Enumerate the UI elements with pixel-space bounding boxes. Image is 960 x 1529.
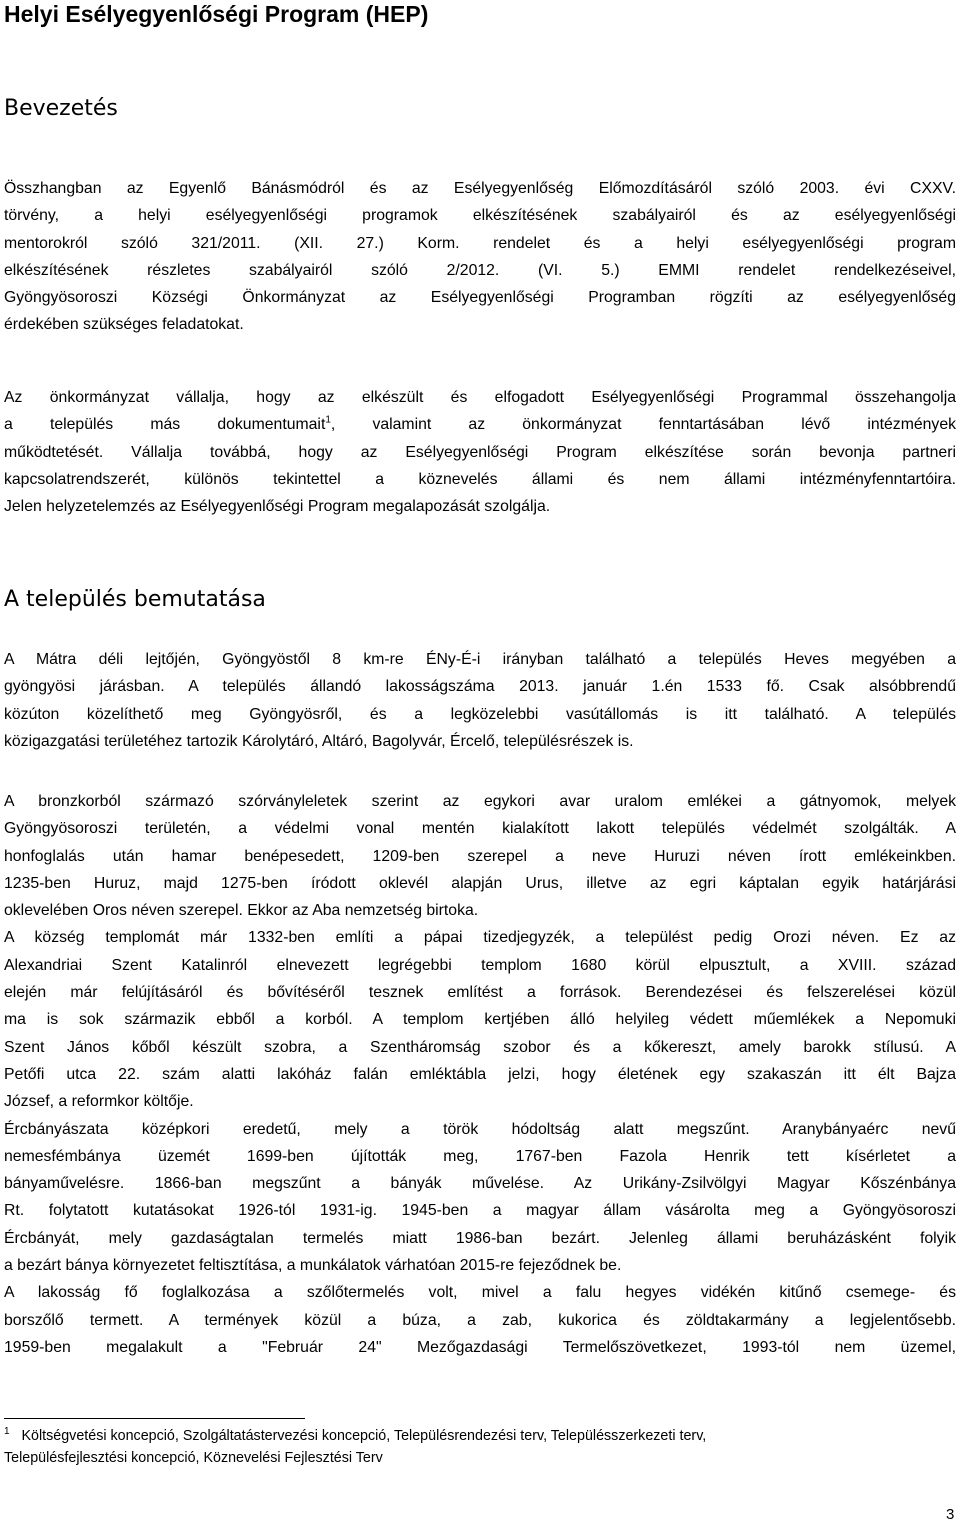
text-line: közigazgatási területéhez tartozik Károlytáró, Altáró, Bagolyvár, Ércelő, településrészek is. [4, 732, 634, 750]
text-line: ma is sok származik ebből a korból. A templom kertjében álló helyileg védett műemlékek a Nepomuki [4, 1011, 956, 1029]
settlement-paragraph-2 [4, 788, 956, 1361]
footnote-separator [4, 1418, 305, 1419]
footnote-text: Költségvetési koncepció, Szolgáltatástervezési koncepció, Településrendezési terv, Településszerkezeti terv, [21, 1428, 707, 1444]
text-line: mentorokról szóló 321/2011. (XII. 27.) Korm. rendelet és a helyi esélyegyenlőségi program [4, 234, 956, 252]
text-line-with-footnote [4, 411, 956, 438]
page-title: Helyi Esélyegyenlőségi Program (HEP) [4, 1, 429, 27]
text-line: Az önkormányzat vállalja, hogy az elkészült és elfogadott Esélyegyenlőségi Programmal összehangolja [4, 389, 956, 406]
text-line: Jelen helyzetelemzés az Esélyegyenlőségi Program megalapozását szolgálja. [4, 498, 551, 516]
text-segment: , valamint az önkormányzat fenntartásában lévő intézmények [330, 416, 956, 434]
intro-paragraph-2 [4, 384, 956, 520]
text-line: honfoglalás után hamar benépesedett, 1209-ben szerepel a neve Huruzi néven írott emlékeinkben. [4, 847, 956, 865]
footnote-line [4, 1425, 956, 1447]
text-line: működtetését. Vállalja továbbá, hogy az Esélyegyenlőségi Program elkészítése során bevonja partneri [4, 443, 956, 461]
text-line: Petőfi utca 22. szám alatti lakóház falán emléktábla jelzi, hogy életének egy szakaszán itt élt Bajza [4, 1065, 956, 1083]
text-line: bányaművelésre. 1866-ban megszűnt a bányák művelése. Az Urikány-Zsilvölgyi Magyar Kőszénbánya [4, 1175, 956, 1193]
text-line: 1959-ben megalakult a "Február 24" Mezőgazdasági Termelőszövetkezet, 1993-tól nem üzemel, [4, 1338, 956, 1356]
text-line: kapcsolatrendszerét, különös tekintettel a köznevelés állami és nem állami intézményfenntartóira. [4, 470, 956, 488]
page-number: 3 [946, 1506, 955, 1523]
text-line: Gyöngyösoroszi Községi Önkormányzat az Esélyegyenlőségi Programban rögzíti az esélyegyenlőség [4, 289, 956, 307]
text-line: Gyöngyösoroszi területén, a védelmi vonal mentén kialakított lakott település védelmét szolgálták. A [4, 820, 956, 838]
text-line: elkészítésének részletes szabályairól szóló 2/2012. (VI. 5.) EMMI rendelet rendelkezéseivel, [4, 261, 956, 279]
text-line: A lakosság fő foglalkozása a szőlőtermelés volt, mivel a falu hegyes vidékén kitűnő csemege- és [4, 1284, 956, 1302]
text-line: A Mátra déli lejtőjén, Gyöngyöstől 8 km-re ÉNy-É-i irányban található a település Heves megyében a [4, 651, 956, 668]
text-line: oklevelében Oros néven szerepel. Ekkor az Aba nemzetség birtoka. [4, 902, 479, 920]
text-line: A bronzkorból származó szórványleletek szerint az egykori avar uralom emlékei a gátnyomok, melyek [4, 793, 956, 810]
text-line: közúton közelíthető meg Gyöngyösről, és a legközelebbi vasútállomás is itt található. A település [4, 705, 956, 723]
text-line: nemesfémbánya üzemét 1699-ben újították meg, 1767-ben Fazola Henrik tett kísérletet a [4, 1147, 956, 1165]
settlement-paragraph-1 [4, 646, 956, 755]
footnote-reference: 1 [325, 415, 331, 427]
section-heading-bevezetes: Bevezetés [4, 96, 118, 121]
text-line: a bezárt bánya környezetet feltisztítása, a munkálatok várhatóan 2015-re fejeződnek be. [4, 1257, 622, 1275]
text-line: borszőlő termett. A termények közül a búza, a zab, kukorica és zöldtakarmány a legjelentősebb. [4, 1311, 956, 1329]
text-line: Alexandriai Szent Katalinról elnevezett legrégebbi templom 1680 körül elpusztult, a XVIII. század [4, 956, 956, 974]
text-line: 1235-ben Huruz, majd 1275-ben íródott oklevél alapján Urus, illetve az egri káptalan egyik határjárási [4, 874, 956, 892]
intro-paragraph-1 [4, 175, 956, 339]
text-line: Rt. folytatott kutatásokat 1926-tól 1931-ig. 1945-ben a magyar állam vásárolta meg a Gyöngyösoroszi [4, 1202, 956, 1220]
text-line: József, a reformkor költője. [4, 1093, 194, 1111]
text-line: Ércbányászata középkori eredetű, mely a török hódoltság alatt megszűnt. Aranybányaérc nevű [4, 1120, 956, 1138]
text-line: Szent János kőből készült szobra, a Szentháromság szobor és a kőkereszt, amely barokk stílusú. A [4, 1038, 956, 1056]
footnote [4, 1425, 956, 1469]
text-line: elején már felújításáról és bővítéséről tesznek említést a források. Berendezései és felszerelései közül [4, 984, 956, 1002]
text-line: érdekében szükséges feladatokat. [4, 316, 244, 334]
text-line: Ércbányát, mely gazdaságtalan termelés miatt 1986-ban bezárt. Jelenleg állami beruházásként folyik [4, 1229, 956, 1247]
text-line: törvény, a helyi esélyegyenlőségi programok elkészítésének szabályairól és az esélyegyenlőségi [4, 207, 956, 225]
footnote-line: Településfejlesztési koncepció, Köznevelési Fejlesztési Terv [4, 1450, 383, 1466]
section-heading-telepules-bemutatasa: A település bemutatása [4, 587, 266, 612]
text-line: Összhangban az Egyenlő Bánásmódról és az Esélyegyenlőség Előmozdításáról szóló 2003. évi CXXV. [4, 180, 956, 197]
footnote-marker: 1 [4, 1426, 10, 1438]
text-line: A község templomát már 1332-ben említi a pápai tizedjegyzék, a települést pedig Orozi néven. Ez az [4, 929, 956, 947]
text-line: gyöngyösi járásban. A település állandó lakosságszáma 2013. január 1.én 1533 fő. Csak alsóbbrendű [4, 678, 956, 696]
text-segment: a település más dokumentumait [4, 416, 326, 434]
